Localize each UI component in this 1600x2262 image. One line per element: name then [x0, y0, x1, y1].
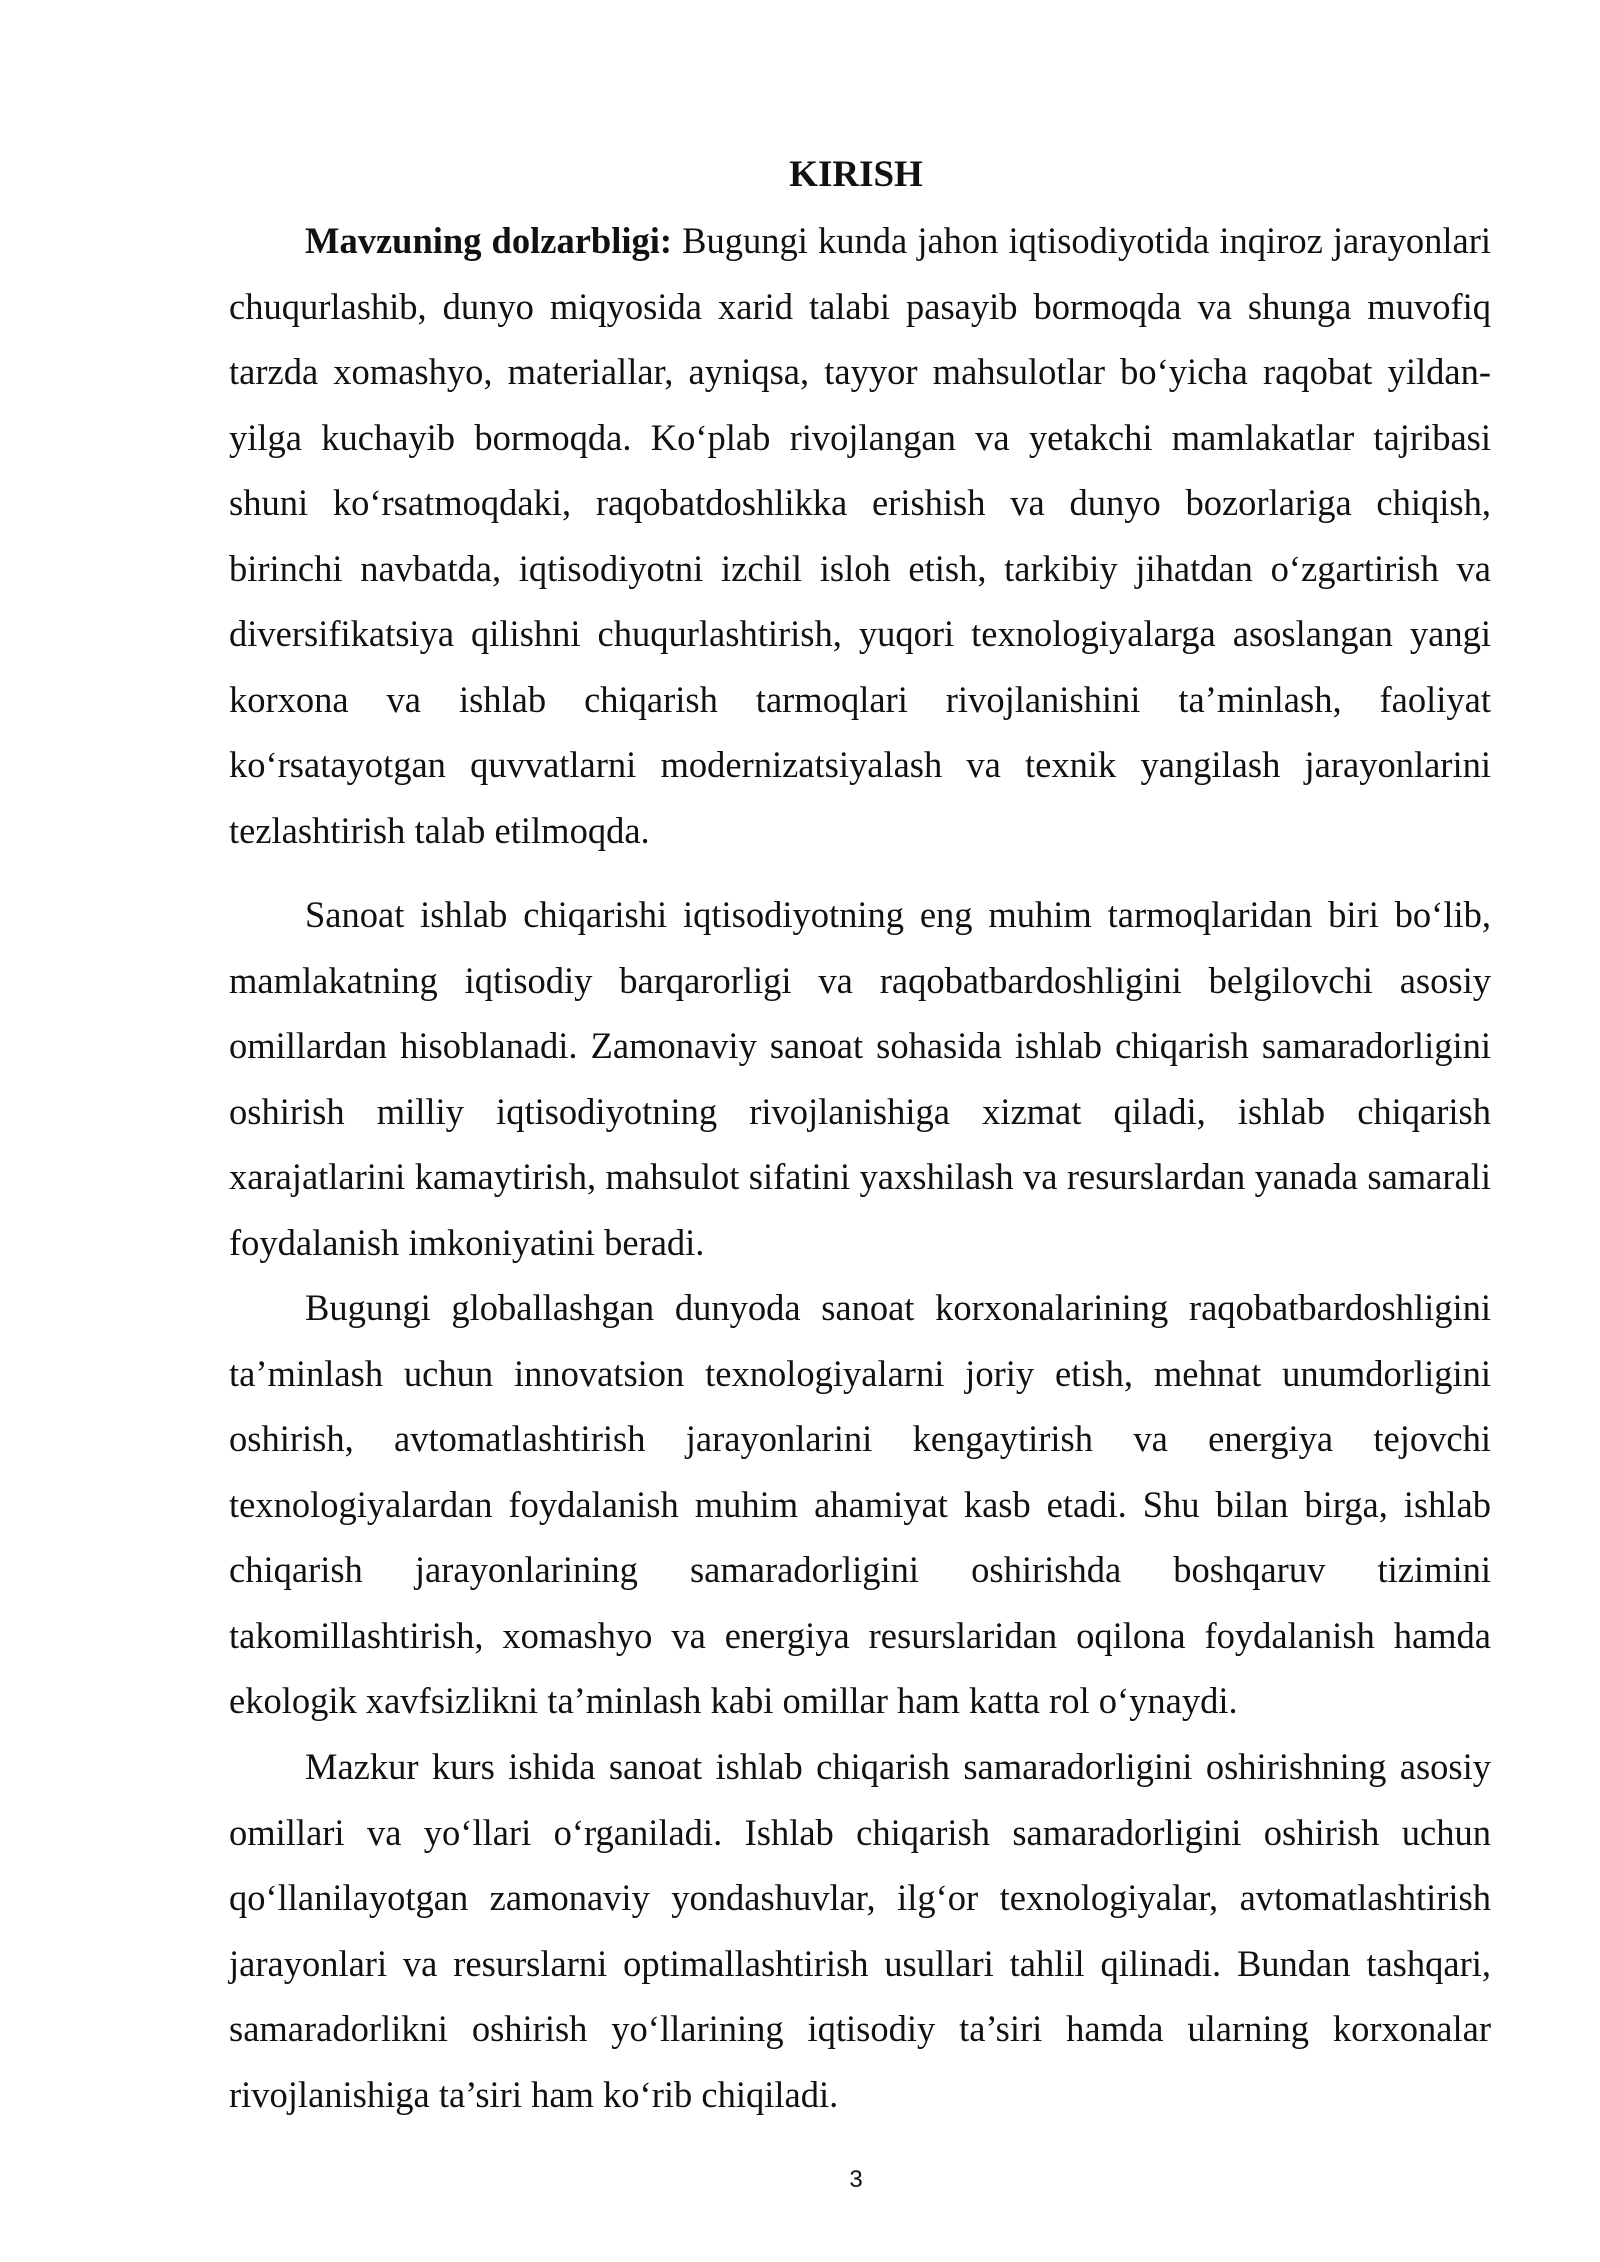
paragraph-4 [229, 1734, 1491, 2127]
paragraph-body: Bugungi kunda jahon iqtisodiyotida inqiroz jarayonlari chuqurlashib, dunyo miqyosida xarid talabi pasayib bormoqda va shunga muvofiq tarzda xomashyo, materiallar, ayniqsa, tayyor mahsulotlar bo‘yicha raqobat yildan-yilga kuchayib bormoqda. Ko‘plab rivojlangan va yetakchi mamlakatlar tajribasi shuni ko‘rsatmoqdaki, raqobatdoshlikka erishish va dunyo bozorlariga chiqish, birinchi navbatda, iqtisodiyotni izchil isloh etish, tarkibiy jihatdan o‘zgartirish va diversifikatsiya qilishni chuqurlashtirish, yuqori texnologiyalarga asoslangan yangi korxona va ishlab chiqarish tarmoqlari rivojlanishini ta’minlash, faoliyat ko‘rsatayotgan quvvatlarni modernizatsiyalash va texnik yangilash jarayonlarini tezlashtirish talab etilmoqda. [229, 220, 1491, 851]
page-number: 3 [849, 2166, 863, 2193]
paragraph-2 [229, 882, 1491, 1275]
paragraph-text: Bugungi globallashgan dunyoda sanoat korxonalarining raqobatbardoshligini ta’minlash uchun innovatsion texnologiyalarni joriy etish, mehnat unumdorligini oshirish, avtomatlashtirish jarayonlarini kengaytirish va energiya tejovchi texnologiyalardan foydalanish muhim ahamiyat kasb etadi. Shu bilan birga, ishlab chiqarish jarayonlarining samaradorligini oshirishda boshqaruv tizimini takomillashtirish, xomashyo va energiya resurslaridan oqilona foydalanish hamda ekologik xavfsizlikni ta’minlash kabi omillar ham katta rol o‘ynaydi. [229, 1287, 1491, 1721]
paragraph-text [229, 208, 1491, 863]
paragraph-text: Sanoat ishlab chiqarishi iqtisodiyotning eng muhim tarmoqlaridan biri bo‘lib, mamlakatning iqtisodiy barqarorligi va raqobatbardoshligini belgilovchi asosiy omillardan hisoblanadi. Zamonaviy sanoat sohasida ishlab chiqarish samaradorligini oshirish milliy iqtisodiyotning rivojlanishiga xizmat qiladi, ishlab chiqarish xarajatlarini kamaytirish, mahsulot sifatini yaxshilash va resurslardan yanada samarali foydalanish imkoniyatini beradi. [229, 894, 1491, 1263]
paragraph-3 [229, 1275, 1491, 1734]
page-title: KIRISH [789, 154, 923, 195]
paragraph-1 [229, 208, 1491, 863]
paragraph-lead: Mavzuning dolzarbligi: [305, 220, 673, 261]
paragraph-text: Mazkur kurs ishida sanoat ishlab chiqarish samaradorligini oshirishning asosiy omillari va yo‘llari o‘rganiladi. Ishlab chiqarish samaradorligini oshirish uchun qo‘llanilayotgan zamonaviy yondashuvlar, ilg‘or texnologiyalar, avtomatlashtirish jarayonlari va resurslarni optimallashtirish usullari tahlil qilinadi. Bundan tashqari, samaradorlikni oshirish yo‘llarining iqtisodiy ta’siri hamda ularning korxonalar rivojlanishiga ta’siri ham ko‘rib chiqiladi. [229, 1746, 1491, 2115]
